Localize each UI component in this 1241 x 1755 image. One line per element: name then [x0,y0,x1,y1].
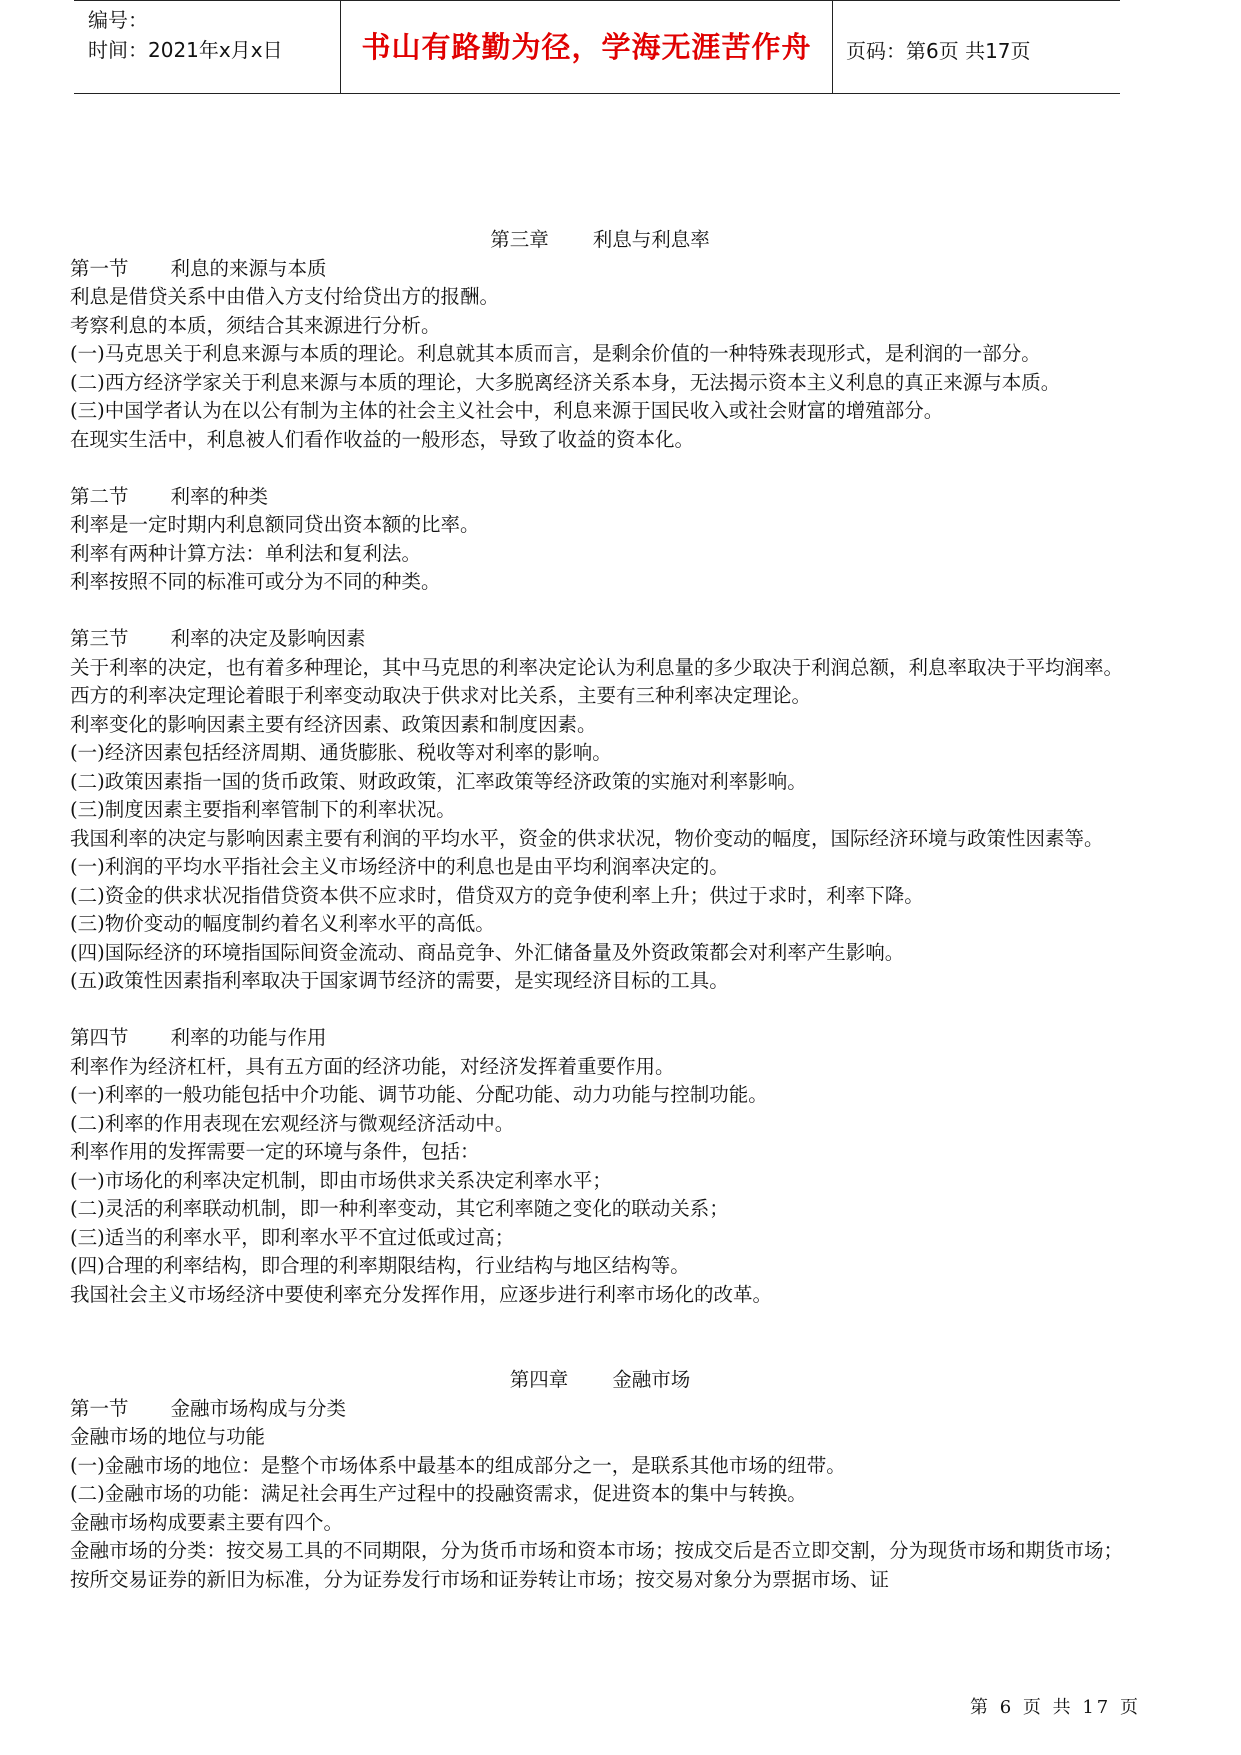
chapter-title: 利息与利息率 [592,228,710,251]
paragraph: (三)物价变动的幅度制约着名义利率水平的高低。 [70,912,495,935]
spacer [70,597,1130,626]
chapter-number: 第四章 [509,1368,569,1391]
header-motto: 书山有路勤为径，学海无涯苦作舟 [361,30,812,64]
paragraph: 利率作为经济杠杆，具有五方面的经济功能，对经济发挥着重要作用。 [70,1054,675,1078]
paragraph: 金融市场的分类：按交易工具的不同期限，分为货币市场和资本市场；按成交后是否立即交割，分为现货市场和期货市场；按所交易证券的新旧为标准，分为证券发行市场和证券转让市场；按交易对象分为票据市场、证 [70,1539,1124,1591]
time-label: 时间：2021年x月x日 [88,38,283,62]
header-meta [88,5,283,65]
chapter-heading [70,1366,1130,1395]
page-footer: 第 6 页 共 17 页 [970,1697,1141,1718]
chapter-heading [70,226,1130,255]
section-heading [70,1024,1130,1053]
chapter-title: 金融市场 [612,1368,691,1391]
spacer [70,454,1130,483]
paragraph: (四)合理的利率结构，即合理的利率期限结构，行业结构与地区结构等。 [70,1254,690,1277]
paragraph: (二)资金的供求状况指借贷资本供不应求时，借贷双方的竞争使利率上升；供过于求时，利率下降。 [70,883,924,907]
paragraph: (三)适当的利率水平，即利率水平不宜过低或过高； [70,1225,515,1249]
paragraph: (二)利率的作用表现在宏观经济与微观经济活动中。 [70,1111,515,1135]
section-number: 第二节 [70,484,129,508]
page-header [74,0,1120,94]
paragraph: 金融市场的地位与功能 [70,1425,266,1448]
section-heading [70,625,1130,654]
paragraph: 利率按照不同的标准可或分为不同的种类。 [70,570,441,593]
section-title: 利息的来源与本质 [170,256,327,280]
section-heading [70,483,1130,512]
paragraph: 利率变化的影响因素主要有经济因素、政策因素和制度因素。 [70,712,597,736]
paragraph: 利率是一定时期内利息额同贷出资本额的比率。 [70,513,480,536]
paragraph: 我国利率的决定与影响因素主要有利润的平均水平，资金的供求状况，物价变动的幅度，国际经济环境与政策性因素等。 [70,826,1104,850]
section-number: 第四节 [70,1026,129,1049]
section-title: 利率的种类 [170,484,269,508]
paragraph: (三)中国学者认为在以公有制为主体的社会主义社会中，利息来源于国民收入或社会财富的增殖部分。 [70,399,944,422]
section-number: 第一节 [70,1396,129,1420]
paragraph: (一)利率的一般功能包括中介功能、调节功能、分配功能、动力功能与控制功能。 [70,1083,768,1106]
paragraph: 利息是借贷关系中由借入方支付给贷出方的报酬。 [70,285,500,308]
paragraph: (一)利润的平均水平指社会主义市场经济中的利息也是由平均利润率决定的。 [70,855,729,878]
paragraph: 在现实生活中，利息被人们看作收益的一般形态，导致了收益的资本化。 [70,427,695,451]
chapter-number: 第三章 [490,228,549,251]
section-heading [70,1395,1130,1424]
paragraph: 考察利息的本质，须结合其来源进行分析。 [70,313,441,337]
paragraph: (一)马克思关于利息来源与本质的理论。利息就其本质而言，是剩余价值的一种特殊表现形式，是利润的一部分。 [70,342,1041,365]
header-page-label: 页码：第6页 共17页 [846,39,1031,63]
paragraph: (四)国际经济的环境指国际间资金流动、商品竞争、外汇储备量及外资政策都会对利率产生影响。 [70,940,905,964]
spacer [70,1309,1130,1366]
paragraph: (一)经济因素包括经济周期、通货膨胀、税收等对利率的影响。 [70,741,612,764]
section-title: 利率的决定及影响因素 [170,627,366,650]
paragraph: 关于利率的决定，也有着多种理论，其中马克思的利率决定论认为利息量的多少取决于利润总额，利息率取决于平均润率。西方的利率决定理论着眼于利率变动取决于供求对比关系，主要有三种利率决定理论。 [70,655,1124,707]
paragraph: (五)政策性因素指利率取决于国家调节经济的需要，是实现经济目标的工具。 [70,969,729,992]
paragraph: 利率有两种计算方法：单利法和复利法。 [70,541,422,565]
paragraph: 我国社会主义市场经济中要使利率充分发挥作用，应逐步进行利率市场化的改革。 [70,1282,773,1306]
document-body [70,226,1130,1594]
paragraph: 利率作用的发挥需要一定的环境与条件，包括： [70,1140,480,1163]
section-title: 利率的功能与作用 [170,1026,327,1049]
paragraph: (二)金融市场的功能：满足社会再生产过程中的投融资需求，促进资本的集中与转换。 [70,1482,807,1505]
section-heading [70,255,1130,284]
paragraph: (三)制度因素主要指利率管制下的利率状况。 [70,798,456,821]
paragraph: 金融市场构成要素主要有四个。 [70,1510,344,1534]
section-number: 第一节 [70,256,129,280]
number-label: 编号： [88,8,148,32]
paragraph: (二)灵活的利率联动机制，即一种利率变动，其它利率随之变化的联动关系； [70,1197,729,1220]
section-title: 金融市场构成与分类 [170,1396,347,1420]
paragraph: (一)金融市场的地位：是整个市场体系中最基本的组成部分之一，是联系其他市场的纽带。 [70,1453,846,1477]
header-divider [832,1,833,94]
section-number: 第三节 [70,627,129,650]
paragraph: (二)政策因素指一国的货币政策、财政政策，汇率政策等经济政策的实施对利率影响。 [70,769,807,793]
paragraph: (二)西方经济学家关于利息来源与本质的理论，大多脱离经济关系本身，无法揭示资本主义利息的真正来源与本质。 [70,370,1061,394]
spacer [70,996,1130,1025]
paragraph: (一)市场化的利率决定机制，即由市场供求关系决定利率水平； [70,1168,612,1192]
